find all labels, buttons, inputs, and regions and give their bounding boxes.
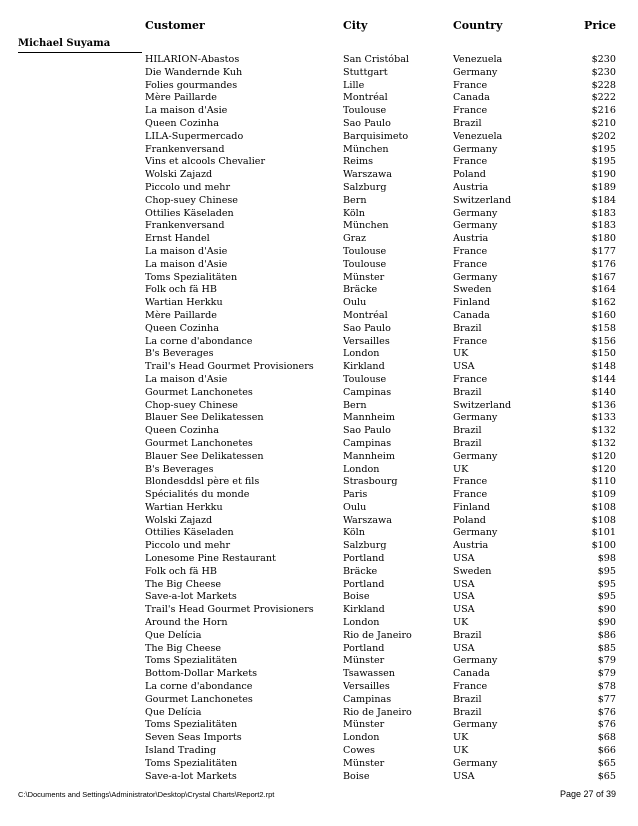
city-cell: München (343, 143, 389, 155)
country-cell: France (453, 258, 488, 270)
customer-cell: Wolski Zajazd (145, 514, 213, 526)
price-cell: $120 (591, 450, 616, 462)
city-cell: Reims (343, 156, 373, 168)
customer-cell: Blauer See Delikatessen (145, 450, 264, 462)
city-cell: Campinas (343, 386, 392, 398)
customer-cell: La maison d'Asie (145, 258, 228, 270)
table-row (0, 195, 638, 208)
table-row (0, 540, 638, 553)
customer-cell: Frankenversand (145, 220, 225, 232)
price-cell: $101 (591, 527, 616, 539)
city-cell: Portland (343, 642, 385, 654)
table-row (0, 515, 638, 528)
table-row (0, 272, 638, 285)
city-cell: Versailles (343, 681, 390, 693)
table-row (0, 310, 638, 323)
city-cell: Mannheim (343, 450, 395, 462)
country-cell: France (453, 476, 488, 488)
table-row (0, 67, 638, 80)
customer-cell: Gourmet Lanchonetes (145, 386, 253, 398)
table-row (0, 566, 638, 579)
customer-cell: Frankenversand (145, 143, 225, 155)
price-cell: $167 (591, 271, 616, 283)
table-row (0, 361, 638, 374)
price-cell: $164 (591, 284, 616, 296)
customer-cell: Folk och fä HB (145, 565, 217, 577)
customer-cell: Piccolo und mehr (145, 540, 231, 552)
price-cell: $108 (591, 514, 616, 526)
price-cell: $195 (591, 156, 616, 168)
price-cell: $120 (591, 463, 616, 475)
customer-cell: La maison d'Asie (145, 245, 228, 257)
city-cell: Bern (343, 399, 367, 411)
customer-cell: Ottilies Käseladen (145, 527, 234, 539)
customer-cell: The Big Cheese (145, 578, 222, 590)
price-cell: $90 (597, 604, 616, 616)
table-row (0, 425, 638, 438)
city-cell: Oulu (343, 297, 367, 309)
table-row (0, 732, 638, 745)
customer-cell: B's Beverages (145, 348, 214, 360)
country-cell: UK (453, 348, 469, 360)
price-cell: $184 (591, 194, 616, 206)
country-cell: Sweden (453, 284, 492, 296)
city-cell: Salzburg (343, 181, 387, 193)
country-cell: Finland (453, 297, 491, 309)
customer-cell: Chop-suey Chinese (145, 399, 238, 411)
country-cell: Germany (453, 207, 498, 219)
table-row (0, 118, 638, 131)
customer-cell: La corne d'abondance (145, 681, 253, 693)
table-row (0, 284, 638, 297)
country-cell: Germany (453, 66, 498, 78)
price-cell: $110 (591, 476, 616, 488)
table-row (0, 438, 638, 451)
country-cell: France (453, 489, 488, 501)
country-cell: Canada (453, 92, 490, 104)
table-row (0, 374, 638, 387)
price-cell: $85 (597, 642, 616, 654)
country-cell: France (453, 335, 488, 347)
city-cell: Rio de Janeiro (343, 706, 412, 718)
country-cell: UK (453, 463, 469, 475)
price-cell: $160 (591, 309, 616, 321)
customer-cell: Mère Paillarde (145, 92, 217, 104)
country-cell: Germany (453, 271, 498, 283)
price-cell: $68 (597, 732, 616, 744)
price-cell: $210 (591, 117, 616, 129)
price-cell: $140 (591, 386, 616, 398)
table-row (0, 668, 638, 681)
customer-cell: Wolski Zajazd (145, 169, 213, 181)
customer-cell: Bottom-Dollar Markets (145, 668, 258, 680)
price-cell: $86 (597, 629, 616, 641)
customer-cell: Toms Spezialitäten (145, 655, 238, 667)
country-cell: Brazil (453, 117, 482, 129)
city-cell: London (343, 617, 380, 629)
price-cell: $132 (591, 425, 616, 437)
customer-cell: Spécialités du monde (145, 489, 250, 501)
price-cell: $78 (597, 681, 616, 693)
country-cell: France (453, 79, 488, 91)
city-cell: Portland (343, 578, 385, 590)
city-cell: Campinas (343, 693, 392, 705)
customer-cell: Gourmet Lanchonetes (145, 693, 253, 705)
table-row (0, 681, 638, 694)
price-cell: $195 (591, 143, 616, 155)
page-number: Page 27 of 39 (559, 789, 616, 799)
table-row (0, 719, 638, 732)
country-cell: Poland (453, 169, 486, 181)
table-row (0, 476, 638, 489)
customer-cell: Wartian Herkku (145, 297, 223, 309)
table-row (0, 655, 638, 668)
price-cell: $133 (591, 412, 616, 424)
city-cell: Montréal (343, 309, 388, 321)
customer-cell: Mère Paillarde (145, 309, 217, 321)
city-cell: Strasbourg (343, 476, 398, 488)
table-row (0, 553, 638, 566)
price-cell: $100 (591, 540, 616, 552)
customer-cell: Toms Spezialitäten (145, 271, 238, 283)
customer-cell: La maison d'Asie (145, 105, 228, 117)
customer-cell: The Big Cheese (145, 642, 222, 654)
customer-cell: Ernst Handel (145, 233, 210, 245)
table-row (0, 336, 638, 349)
table-row (0, 451, 638, 464)
customer-cell: Die Wandernde Kuh (145, 66, 243, 78)
customer-cell: Piccolo und mehr (145, 181, 231, 193)
country-cell: USA (453, 553, 475, 565)
customer-cell: Toms Spezialitäten (145, 757, 238, 769)
country-cell: UK (453, 745, 469, 757)
country-cell: Brazil (453, 437, 482, 449)
city-cell: London (343, 463, 380, 475)
city-cell: London (343, 348, 380, 360)
city-cell: Sao Paulo (343, 322, 391, 334)
country-cell: Brazil (453, 706, 482, 718)
table-row (0, 387, 638, 400)
country-cell: Austria (453, 233, 489, 245)
table-row (0, 105, 638, 118)
table-row (0, 348, 638, 361)
country-cell: Austria (453, 181, 489, 193)
country-cell: Switzerland (453, 194, 512, 206)
country-cell: Brazil (453, 693, 482, 705)
country-cell: France (453, 245, 488, 257)
table-row (0, 604, 638, 617)
city-cell: Lille (343, 79, 365, 91)
price-cell: $95 (597, 565, 616, 577)
city-cell: München (343, 220, 389, 232)
price-cell: $189 (591, 181, 616, 193)
country-cell: Germany (453, 757, 498, 769)
price-cell: $95 (597, 578, 616, 590)
table-row (0, 323, 638, 336)
customer-cell: Island Trading (145, 745, 217, 757)
table-row (0, 182, 638, 195)
country-cell: Finland (453, 501, 491, 513)
country-cell: France (453, 105, 488, 117)
table-row (0, 464, 638, 477)
customer-cell: Save-a-lot Markets (145, 591, 237, 603)
table-row (0, 643, 638, 656)
customer-cell: Trail's Head Gourmet Provisioners (145, 604, 314, 616)
city-cell: Cowes (343, 745, 375, 757)
city-cell: Rio de Janeiro (343, 629, 412, 641)
customer-cell: La corne d'abondance (145, 335, 253, 347)
price-cell: $228 (591, 79, 616, 91)
table-row (0, 745, 638, 758)
table-row (0, 169, 638, 182)
country-cell: Germany (453, 655, 498, 667)
price-cell: $230 (591, 66, 616, 78)
country-cell: Germany (453, 719, 498, 731)
customer-cell: Queen Cozinha (145, 322, 219, 334)
city-cell: Münster (343, 271, 385, 283)
customer-cell: Queen Cozinha (145, 425, 219, 437)
table-row (0, 233, 638, 246)
city-cell: Warszawa (343, 169, 392, 181)
customer-cell: Folies gourmandes (145, 79, 238, 91)
price-cell: $180 (591, 233, 616, 245)
report-file-path: C:\Documents and Settings\Administrator\Desktop\Crystal Charts\Report2.rpt (18, 790, 275, 799)
table-row (0, 156, 638, 169)
customer-cell: La maison d'Asie (145, 373, 228, 385)
table-row (0, 208, 638, 221)
city-cell: Portland (343, 553, 385, 565)
customer-cell: Folk och fä HB (145, 284, 217, 296)
country-cell: Venezuela (453, 130, 503, 142)
city-cell: Toulouse (343, 258, 387, 270)
city-cell: Münster (343, 719, 385, 731)
city-cell: Münster (343, 757, 385, 769)
city-cell: Bräcke (343, 565, 378, 577)
country-cell: USA (453, 578, 475, 590)
city-cell: London (343, 732, 380, 744)
city-cell: Toulouse (343, 245, 387, 257)
price-cell: $77 (597, 693, 616, 705)
country-cell: USA (453, 591, 475, 603)
report-rows (0, 54, 638, 783)
price-cell: $144 (591, 373, 616, 385)
customer-cell: Blauer See Delikatessen (145, 412, 264, 424)
city-cell: Montréal (343, 92, 388, 104)
group-header-employee: Michael Suyama (18, 38, 142, 53)
table-row (0, 131, 638, 144)
customer-cell: Around the Horn (145, 617, 228, 629)
customer-cell: Lonesome Pine Restaurant (145, 553, 276, 565)
city-cell: Kirkland (343, 361, 385, 373)
price-cell: $90 (597, 617, 616, 629)
city-cell: Münster (343, 655, 385, 667)
price-cell: $222 (591, 92, 616, 104)
table-row (0, 297, 638, 310)
customer-cell: Chop-suey Chinese (145, 194, 238, 206)
city-cell: Mannheim (343, 412, 395, 424)
price-cell: $156 (591, 335, 616, 347)
city-cell: Toulouse (343, 105, 387, 117)
table-row (0, 771, 638, 784)
city-cell: Stuttgart (343, 66, 388, 78)
price-cell: $79 (597, 668, 616, 680)
customer-cell: HILARION-Abastos (145, 54, 240, 65)
city-cell: Oulu (343, 501, 367, 513)
price-cell: $183 (591, 207, 616, 219)
country-cell: Germany (453, 143, 498, 155)
city-cell: Toulouse (343, 373, 387, 385)
customer-cell: B's Beverages (145, 463, 214, 475)
price-cell: $177 (591, 245, 616, 257)
city-cell: Boise (343, 770, 370, 782)
city-cell: Graz (343, 233, 367, 245)
city-cell: Tsawassen (343, 668, 395, 680)
city-cell: Sao Paulo (343, 425, 391, 437)
table-row (0, 92, 638, 105)
table-row (0, 220, 638, 233)
country-cell: France (453, 156, 488, 168)
customer-cell: LILA-Supermercado (145, 130, 244, 142)
city-cell: Bern (343, 194, 367, 206)
price-cell: $98 (597, 553, 616, 565)
customer-cell: Save-a-lot Markets (145, 770, 237, 782)
table-row (0, 412, 638, 425)
country-cell: Austria (453, 540, 489, 552)
customer-cell: Trail's Head Gourmet Provisioners (145, 361, 314, 373)
table-row (0, 591, 638, 604)
country-cell: France (453, 681, 488, 693)
table-row (0, 259, 638, 272)
country-cell: UK (453, 617, 469, 629)
country-cell: Germany (453, 527, 498, 539)
price-cell: $230 (591, 54, 616, 65)
table-row (0, 246, 638, 259)
city-cell: Salzburg (343, 540, 387, 552)
country-cell: USA (453, 770, 475, 782)
column-header-customer: Customer (145, 19, 205, 32)
country-cell: Brazil (453, 386, 482, 398)
table-row (0, 579, 638, 592)
price-cell: $65 (597, 770, 616, 782)
customer-cell: Gourmet Lanchonetes (145, 437, 253, 449)
country-cell: Sweden (453, 565, 492, 577)
country-cell: USA (453, 604, 475, 616)
customer-cell: Queen Cozinha (145, 117, 219, 129)
country-cell: Switzerland (453, 399, 512, 411)
city-cell: Boise (343, 591, 370, 603)
country-cell: Canada (453, 309, 490, 321)
country-cell: Germany (453, 220, 498, 232)
city-cell: San Cristóbal (343, 54, 409, 65)
table-row (0, 707, 638, 720)
customer-cell: Blondesddsl père et fils (145, 476, 260, 488)
country-cell: Germany (453, 450, 498, 462)
price-cell: $158 (591, 322, 616, 334)
city-cell: Sao Paulo (343, 117, 391, 129)
city-cell: Paris (343, 489, 368, 501)
table-row (0, 630, 638, 643)
customer-cell: Seven Seas Imports (145, 732, 242, 744)
country-cell: USA (453, 361, 475, 373)
price-cell: $176 (591, 258, 616, 270)
city-cell: Bräcke (343, 284, 378, 296)
country-cell: Brazil (453, 629, 482, 641)
price-cell: $202 (591, 130, 616, 142)
table-row (0, 694, 638, 707)
price-cell: $162 (591, 297, 616, 309)
customer-cell: Toms Spezialitäten (145, 719, 238, 731)
price-cell: $150 (591, 348, 616, 360)
city-cell: Köln (343, 527, 365, 539)
price-cell: $148 (591, 361, 616, 373)
country-cell: France (453, 373, 488, 385)
table-row (0, 489, 638, 502)
price-cell: $76 (597, 719, 616, 731)
country-cell: Germany (453, 412, 498, 424)
customer-cell: Wartian Herkku (145, 501, 223, 513)
price-cell: $66 (597, 745, 616, 757)
city-cell: Campinas (343, 437, 392, 449)
city-cell: Warszawa (343, 514, 392, 526)
column-header-price: Price (584, 19, 616, 32)
country-cell: UK (453, 732, 469, 744)
table-row (0, 617, 638, 630)
column-header-city: City (343, 19, 368, 32)
price-cell: $95 (597, 591, 616, 603)
country-cell: Poland (453, 514, 486, 526)
price-cell: $79 (597, 655, 616, 667)
country-cell: Venezuela (453, 54, 503, 65)
price-cell: $183 (591, 220, 616, 232)
table-row (0, 54, 638, 67)
country-cell: Brazil (453, 425, 482, 437)
table-row (0, 144, 638, 157)
table-row (0, 80, 638, 93)
price-cell: $108 (591, 501, 616, 513)
city-cell: Köln (343, 207, 365, 219)
city-cell: Barquisimeto (343, 130, 409, 142)
country-cell: Canada (453, 668, 490, 680)
table-row (0, 758, 638, 771)
column-header-country: Country (453, 19, 503, 32)
country-cell: Brazil (453, 322, 482, 334)
customer-cell: Ottilies Käseladen (145, 207, 234, 219)
table-row (0, 400, 638, 413)
customer-cell: Que Delícia (145, 706, 202, 718)
customer-cell: Vins et alcools Chevalier (145, 156, 266, 168)
price-cell: $65 (597, 757, 616, 769)
country-cell: USA (453, 642, 475, 654)
table-row (0, 502, 638, 515)
price-cell: $136 (591, 399, 616, 411)
price-cell: $190 (591, 169, 616, 181)
city-cell: Versailles (343, 335, 390, 347)
price-cell: $132 (591, 437, 616, 449)
table-row (0, 527, 638, 540)
customer-cell: Que Delícia (145, 629, 202, 641)
price-cell: $109 (591, 489, 616, 501)
price-cell: $76 (597, 706, 616, 718)
price-cell: $216 (591, 105, 616, 117)
city-cell: Kirkland (343, 604, 385, 616)
